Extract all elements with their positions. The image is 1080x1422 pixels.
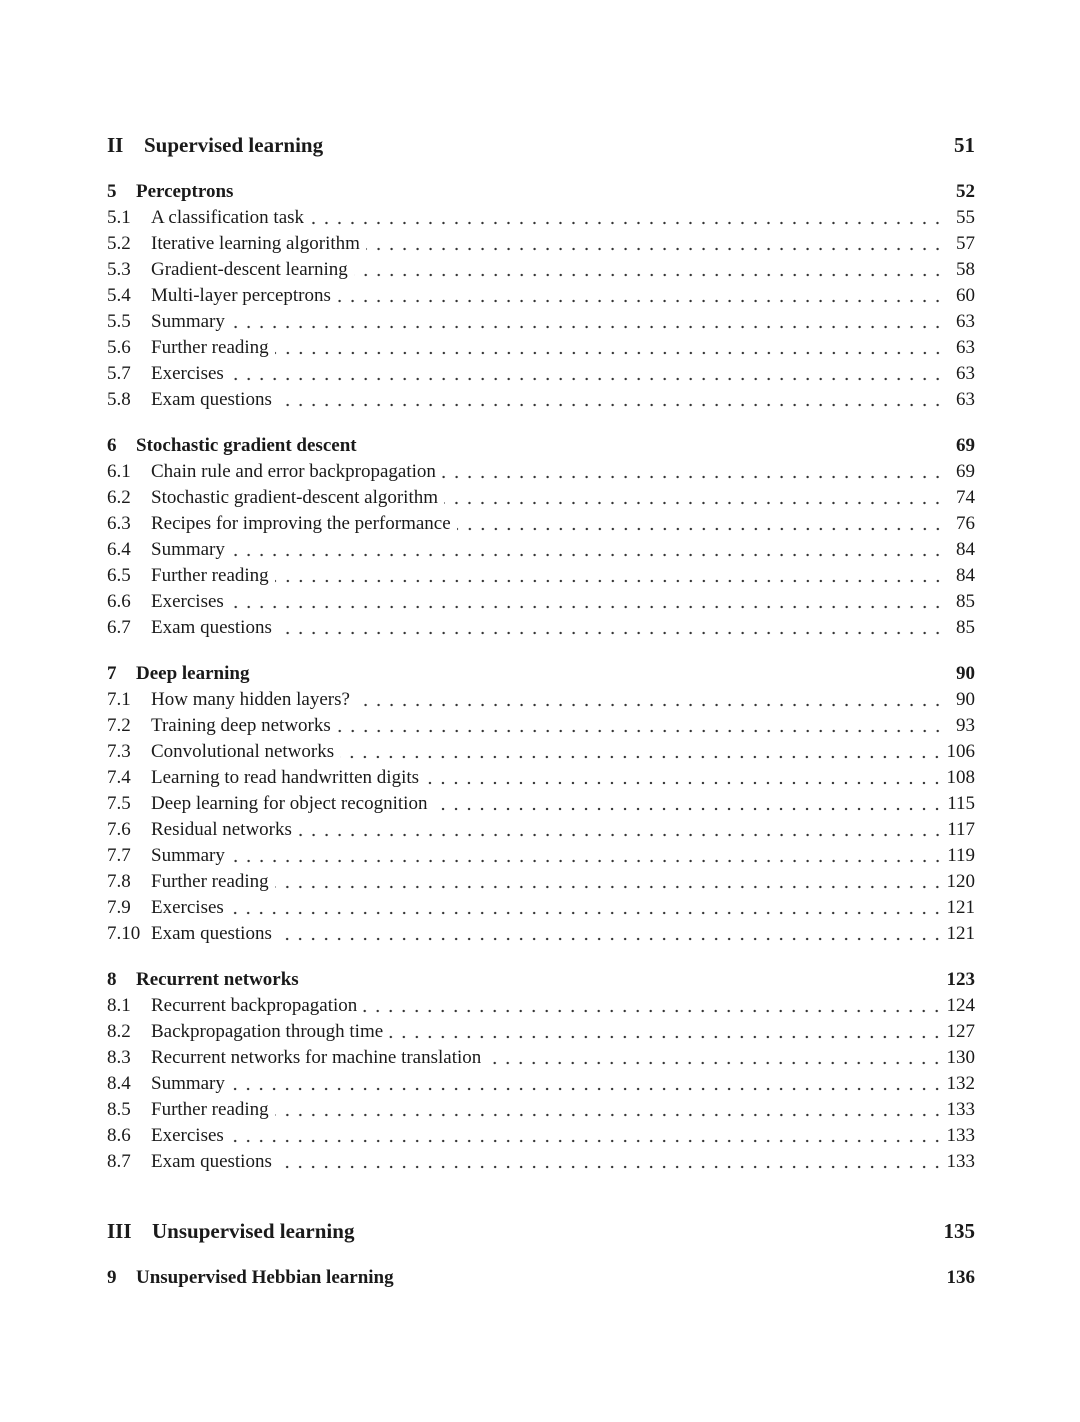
toc-section[interactable] — [107, 563, 975, 589]
toc-section[interactable] — [107, 537, 975, 563]
toc-chapter-page: 52 — [956, 181, 975, 202]
toc-section-page: 108 — [946, 767, 975, 788]
toc-section-title: Convolutional networks — [151, 741, 335, 762]
toc-section-title: Exercises — [151, 1125, 224, 1146]
dot-leader — [278, 1149, 947, 1175]
toc-section-page: 84 — [956, 565, 975, 586]
toc-section[interactable] — [107, 615, 975, 641]
toc-section-number: 8.5 — [107, 1099, 131, 1120]
toc-part[interactable] — [107, 1218, 975, 1244]
toc-section-page: 132 — [946, 1073, 975, 1094]
toc-section-number: 8.3 — [107, 1047, 131, 1068]
toc-section-number: 6.1 — [107, 461, 131, 482]
dot-leader — [278, 387, 947, 413]
dot-leader — [366, 231, 947, 257]
toc-section-title: Exam questions — [151, 617, 272, 638]
toc-section-number: 5.6 — [107, 337, 131, 358]
toc-section-title: Chain rule and error backpropagation — [151, 461, 436, 482]
toc-section-page: 133 — [946, 1125, 975, 1146]
dot-leader — [487, 1045, 946, 1071]
toc-section-title: Exam questions — [151, 923, 272, 944]
toc-section[interactable] — [107, 205, 975, 231]
dot-leader — [457, 511, 947, 537]
toc-section-title: Exercises — [151, 591, 224, 612]
toc-section-title: Further reading — [151, 871, 269, 892]
toc-section-title: Summary — [151, 845, 225, 866]
toc-section-title: Recurrent backpropagation — [151, 995, 358, 1016]
toc-section[interactable] — [107, 791, 975, 817]
dot-leader — [337, 283, 947, 309]
toc-section-title: Recipes for improving the performance — [151, 513, 451, 534]
toc-section[interactable] — [107, 231, 975, 257]
dot-leader — [354, 257, 947, 283]
toc-section[interactable] — [107, 485, 975, 511]
toc-section[interactable] — [107, 335, 975, 361]
dot-leader — [425, 765, 946, 791]
toc-section-title: Exercises — [151, 897, 224, 918]
toc-section-page: 121 — [946, 923, 975, 944]
toc-section[interactable] — [107, 1071, 975, 1097]
toc-part-page: 51 — [954, 133, 975, 157]
toc-chapter-number: 7 — [107, 663, 117, 684]
toc-section-number: 6.6 — [107, 591, 131, 612]
toc-section-page: 84 — [956, 539, 975, 560]
toc-section-title: Summary — [151, 539, 225, 560]
toc-section-number: 5.1 — [107, 207, 131, 228]
dot-leader — [310, 205, 947, 231]
toc-chapter-page: 90 — [956, 663, 975, 684]
toc-section[interactable] — [107, 309, 975, 335]
toc-section-title: Summary — [151, 1073, 225, 1094]
toc-section-page: 124 — [946, 995, 975, 1016]
toc-section[interactable] — [107, 387, 975, 413]
dot-leader — [278, 921, 947, 947]
toc-section-title: Further reading — [151, 565, 269, 586]
toc-section-page: 63 — [956, 363, 975, 384]
dot-leader — [298, 817, 947, 843]
dot-leader — [278, 615, 947, 641]
toc-section[interactable] — [107, 511, 975, 537]
toc-section-number: 5.7 — [107, 363, 131, 384]
toc-section-number: 8.4 — [107, 1073, 131, 1094]
toc-section-number: 8.2 — [107, 1021, 131, 1042]
toc-section-title: Exam questions — [151, 1151, 272, 1172]
dot-leader — [340, 739, 946, 765]
toc-section[interactable] — [107, 1149, 975, 1175]
toc-section-page: 127 — [946, 1021, 975, 1042]
toc-section-page: 69 — [956, 461, 975, 482]
toc-section-number: 7.6 — [107, 819, 131, 840]
dot-leader — [230, 1123, 947, 1149]
toc-section-page: 119 — [947, 845, 975, 866]
toc-section-number: 6.5 — [107, 565, 131, 586]
toc-section-title: Summary — [151, 311, 225, 332]
toc-section-title: Further reading — [151, 1099, 269, 1120]
toc-section-number: 5.2 — [107, 233, 131, 254]
toc-section-title: Exam questions — [151, 389, 272, 410]
toc-section-number: 7.9 — [107, 897, 131, 918]
toc-section-page: 106 — [946, 741, 975, 762]
toc-section-page: 85 — [956, 591, 975, 612]
dot-leader — [356, 687, 947, 713]
dot-leader — [444, 485, 947, 511]
toc-section-number: 6.7 — [107, 617, 131, 638]
toc-section-title: Learning to read handwritten digits — [151, 767, 420, 788]
toc-section-page: 57 — [956, 233, 975, 254]
toc-section-page: 133 — [946, 1099, 975, 1120]
toc-section[interactable] — [107, 283, 975, 309]
toc-part-page: 135 — [943, 1219, 975, 1243]
toc-part-title: Supervised learning — [144, 133, 324, 157]
dot-leader — [231, 843, 947, 869]
toc-section[interactable] — [107, 921, 975, 947]
toc-section-number: 7.1 — [107, 689, 131, 710]
toc-chapter-number: 5 — [107, 181, 117, 202]
toc-section-title: Further reading — [151, 337, 269, 358]
toc-chapter-number: 9 — [107, 1267, 117, 1288]
toc-section-number: 5.3 — [107, 259, 131, 280]
toc-section-number: 7.4 — [107, 767, 131, 788]
dot-leader — [231, 537, 947, 563]
toc-part[interactable] — [107, 132, 975, 158]
toc-section-page: 60 — [956, 285, 975, 306]
toc-section-title: How many hidden layers? — [151, 689, 350, 710]
toc-section[interactable] — [107, 765, 975, 791]
toc-section-number: 6.2 — [107, 487, 131, 508]
toc-chapter-number: 6 — [107, 435, 117, 456]
toc-chapter[interactable] — [107, 433, 975, 459]
dot-leader — [442, 459, 947, 485]
dot-leader — [230, 361, 947, 387]
dot-leader — [389, 1019, 946, 1045]
toc-section[interactable] — [107, 869, 975, 895]
toc-chapter-page: 136 — [946, 1267, 975, 1288]
toc-chapter-title: Deep learning — [136, 663, 250, 684]
toc-section[interactable] — [107, 687, 975, 713]
toc-part-title: Unsupervised learning — [152, 1219, 355, 1243]
toc-section-number: 5.8 — [107, 389, 131, 410]
dot-leader — [337, 713, 947, 739]
toc-chapter[interactable] — [107, 661, 975, 687]
toc-section-number: 7.3 — [107, 741, 131, 762]
toc-section-title: Gradient-descent learning — [151, 259, 348, 280]
toc-chapter-title: Stochastic gradient descent — [136, 435, 357, 456]
toc-chapter-title: Perceptrons — [136, 181, 234, 202]
toc-section-page: 58 — [956, 259, 975, 280]
toc-section-number: 5.5 — [107, 311, 131, 332]
dot-leader — [275, 869, 947, 895]
toc-section-number: 7.7 — [107, 845, 131, 866]
toc-section-page: 85 — [956, 617, 975, 638]
toc-section-page: 120 — [946, 871, 975, 892]
toc-section-number: 8.1 — [107, 995, 131, 1016]
toc-part-number: III — [107, 1219, 132, 1243]
toc-section-number: 7.10 — [107, 923, 141, 944]
dot-leader — [275, 563, 947, 589]
dot-leader — [433, 791, 947, 817]
dot-leader — [363, 993, 946, 1019]
toc-section-page: 90 — [956, 689, 975, 710]
toc-section-number: 8.6 — [107, 1125, 131, 1146]
dot-leader — [230, 589, 947, 615]
toc-chapter-page: 69 — [956, 435, 975, 456]
dot-leader — [275, 1097, 947, 1123]
toc-section-page: 74 — [956, 487, 975, 508]
toc-section[interactable] — [107, 459, 975, 485]
dot-leader — [231, 1071, 947, 1097]
table-of-contents — [107, 132, 975, 1291]
toc-section-number: 6.4 — [107, 539, 131, 560]
toc-section[interactable] — [107, 843, 975, 869]
toc-section-page: 55 — [956, 207, 975, 228]
toc-chapter[interactable] — [107, 1265, 975, 1291]
toc-section-page: 130 — [946, 1047, 975, 1068]
toc-chapter-title: Recurrent networks — [136, 969, 299, 990]
toc-section-title: Recurrent networks for machine translation — [151, 1047, 482, 1068]
toc-chapter-page: 123 — [946, 969, 975, 990]
toc-section[interactable] — [107, 993, 975, 1019]
toc-section-title: Multi-layer perceptrons — [151, 285, 331, 306]
toc-section-title: Deep learning for object recognition — [151, 793, 428, 814]
toc-section-title: Residual networks — [151, 819, 292, 840]
toc-section-page: 93 — [956, 715, 975, 736]
toc-chapter-title: Unsupervised Hebbian learning — [136, 1267, 394, 1288]
toc-section-number: 5.4 — [107, 285, 131, 306]
toc-section[interactable] — [107, 1097, 975, 1123]
toc-section[interactable] — [107, 1045, 975, 1071]
toc-section-page: 121 — [946, 897, 975, 918]
toc-section-title: Stochastic gradient-descent algorithm — [151, 487, 439, 508]
dot-leader — [231, 309, 947, 335]
toc-section[interactable] — [107, 589, 975, 615]
toc-section-number: 7.5 — [107, 793, 131, 814]
toc-section-title: Backpropagation through time — [151, 1021, 384, 1042]
dot-leader — [275, 335, 947, 361]
toc-section[interactable] — [107, 257, 975, 283]
toc-section[interactable] — [107, 1019, 975, 1045]
toc-section-title: Iterative learning algorithm — [151, 233, 360, 254]
toc-chapter-number: 8 — [107, 969, 117, 990]
toc-section-page: 76 — [956, 513, 975, 534]
toc-section-page: 117 — [947, 819, 975, 840]
toc-section[interactable] — [107, 817, 975, 843]
toc-part-number: II — [107, 133, 124, 157]
toc-section-title: Training deep networks — [151, 715, 331, 736]
toc-section-number: 7.8 — [107, 871, 131, 892]
toc-section[interactable] — [107, 895, 975, 921]
toc-section-page: 133 — [946, 1151, 975, 1172]
toc-section-title: Exercises — [151, 363, 224, 384]
toc-section-page: 115 — [947, 793, 975, 814]
toc-section-number: 8.7 — [107, 1151, 131, 1172]
toc-chapter[interactable] — [107, 967, 975, 993]
toc-section[interactable] — [107, 361, 975, 387]
toc-section-number: 7.2 — [107, 715, 131, 736]
toc-chapter[interactable] — [107, 179, 975, 205]
toc-section-page: 63 — [956, 337, 975, 358]
toc-section[interactable] — [107, 713, 975, 739]
dot-leader — [230, 895, 947, 921]
toc-section-title: A classification task — [151, 207, 305, 228]
toc-section[interactable] — [107, 739, 975, 765]
toc-section-page: 63 — [956, 389, 975, 410]
toc-section-page: 63 — [956, 311, 975, 332]
toc-section-number: 6.3 — [107, 513, 131, 534]
toc-section[interactable] — [107, 1123, 975, 1149]
